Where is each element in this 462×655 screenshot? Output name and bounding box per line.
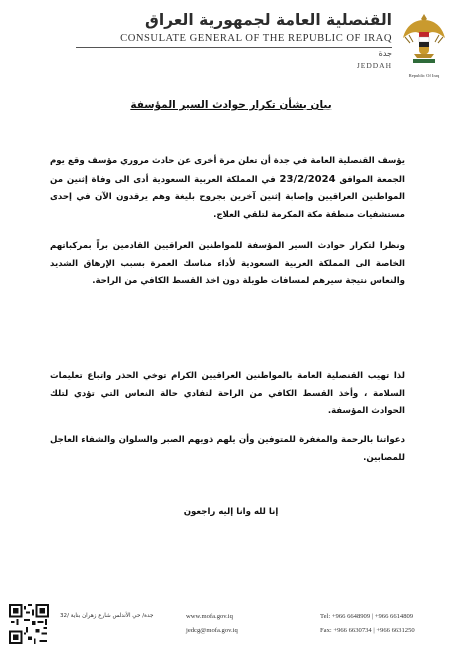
paragraph-incident	[50, 153, 405, 224]
emblem-caption: Republic Of Iraq	[408, 73, 440, 78]
closing-phrase: إنا لله وانا إليه راجعون	[183, 507, 279, 517]
statement-title: بيان بشأن تكرار حوادث السير المؤسفة	[130, 99, 332, 111]
email-link[interactable]: jedcg@mofa.gov.iq	[186, 627, 238, 634]
qr-code-icon	[9, 604, 49, 644]
eagle-emblem-graphic	[400, 10, 448, 72]
fax-numbers: Fax: +966 6630734 | +966 6631250	[320, 627, 415, 634]
telephone-numbers: Tel: +966 6648909 | +966 6614809	[320, 613, 414, 620]
paragraph-safety-appeal: لذا تهيب القنصلية العامة بالمواطنين العراقيين الكرام توخي الحذر واتباع تعليمات السلامة ، وأخذ القسط الكافي من الراحة لتفادي حالة النعاس التي تؤدي لتلك الحوادث المؤسفة.	[50, 371, 405, 416]
city-name-arabic: جدة	[378, 49, 392, 58]
paragraph-condolences: دعواتنا بالرحمة والمغفرة للمتوفين وأن يلهم ذويهم الصبر والسلوان والشفاء العاجل للمصابين.	[50, 435, 405, 463]
consulate-address: جدة/ حي الأندلس شارع زهران بناية /32	[60, 613, 154, 619]
incident-date: 23/2/2024	[279, 173, 336, 185]
website-link[interactable]: www.mofa.gov.iq	[186, 613, 233, 620]
paragraph-incident-intro: يؤسف القنصلية العامة في جدة أن تعلن مرة أخرى عن حادث مروري مؤسف وقع يوم الجمعة الموافق	[50, 156, 405, 185]
city-name-english: JEDDAH	[356, 61, 392, 70]
consulate-name-english: CONSULATE GENERAL OF THE REPUBLIC OF IRAQ	[120, 33, 392, 44]
qr-code-graphic	[9, 604, 49, 644]
iraq-eagle-emblem-icon	[400, 10, 448, 78]
consulate-name-arabic: القنصلية العامة لجمهورية العراق	[144, 11, 392, 29]
header-divider	[76, 47, 392, 48]
paragraph-incident-details: في المملكة العربية السعودية أدى الى وفاة إثنين من المواطنين العراقيين وإصابة إثنين آخرين بجروح بليغة وهم يرقدون الآن في إحدى مستشفيات منطقة مكة المكرمة لتلقي العلاج.	[50, 174, 405, 220]
paragraph-reason: ونظرا لتكرار حوادث السير المؤسفة للمواطنين العراقيين القادمين براً بمركباتهم الخاصة الى المملكة العربية السعودية لأداء مناسك العمرة بسبب الإرهاق الشديد والنعاس نتيجة سيرهم لمسافات طويلة دون اخذ القسط الكافي من الراحة.	[50, 241, 405, 286]
